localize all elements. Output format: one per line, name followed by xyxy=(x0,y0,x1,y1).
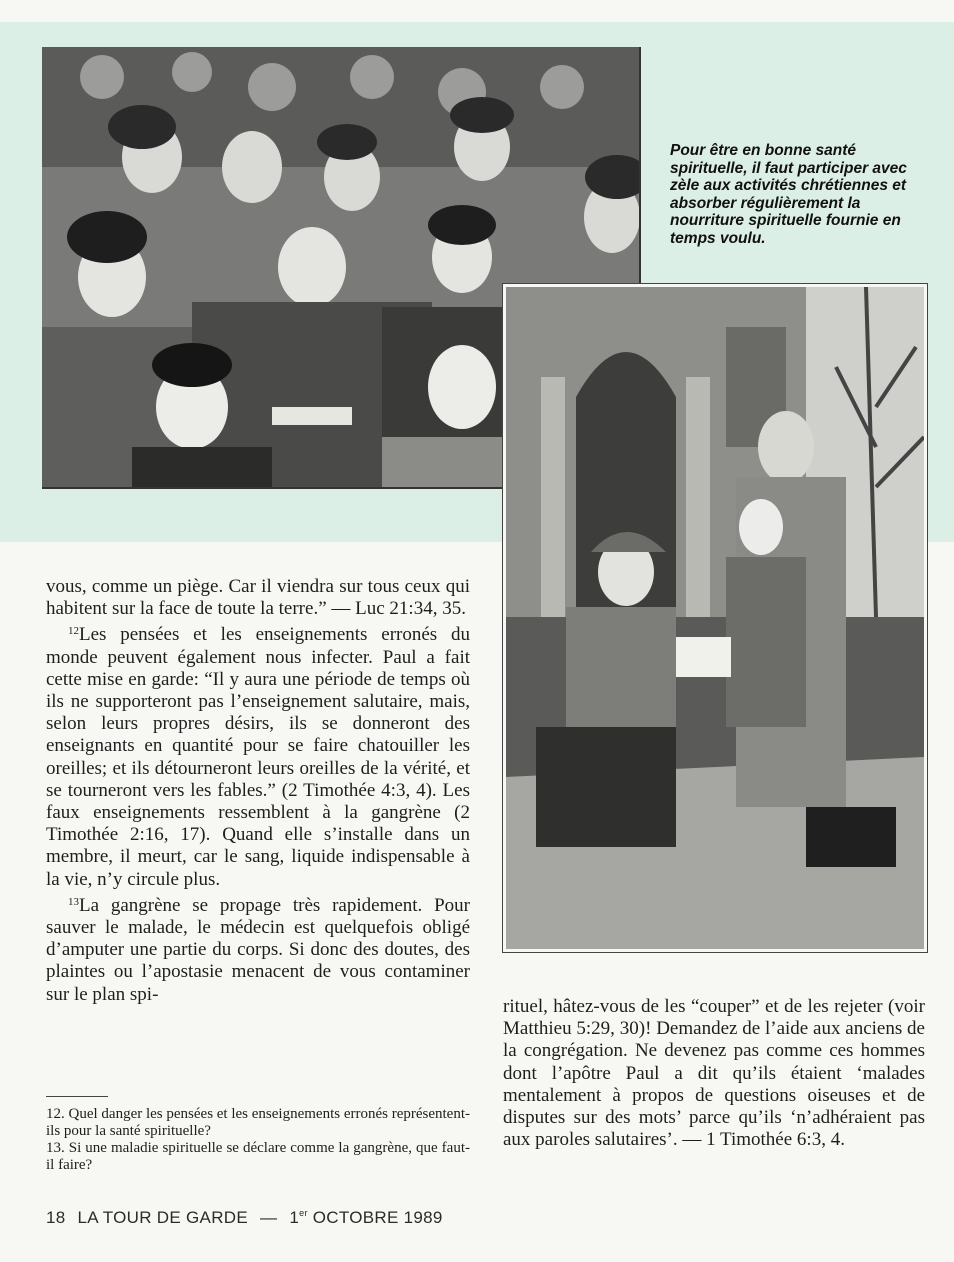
page-footer xyxy=(46,1208,450,1228)
paragraph-number: 13 xyxy=(68,895,79,908)
paragraph-continuation: vous, comme un piège. Car il viendra sur tous ceux qui habitent sur la face de toute la terre.” — Luc 21:34, 35. xyxy=(46,576,470,620)
questions-divider xyxy=(46,1096,108,1097)
footer-dash: — xyxy=(260,1208,278,1227)
issue-month-year: OCTOBRE 1989 xyxy=(312,1208,443,1227)
paragraph-text: La gangrène se propage très rapidement. Pour sauver le malade, le médecin est quelquefois obligé d’amputer une partie du corps. Si donc des doutes, des plaintes ou l’apostasie menacent de vous contaminer sur le plan spi- xyxy=(46,894,470,1005)
paragraph-number: 12 xyxy=(68,625,79,638)
question-12: 12. Quel danger les pensées et les enseignements erronés représentent-ils pour la santé spirituelle? xyxy=(46,1106,471,1139)
issue-day-suffix: er xyxy=(299,1208,308,1218)
page-number: 18 xyxy=(46,1208,66,1227)
article-column-left xyxy=(46,576,470,1006)
paragraph-continuation: rituel, hâtez-vous de les “couper” et de les rejeter (voir Matthieu 5:29, 30)! Demandez de l’aide aux anciens de la congrégation. Ne devenez pas comme ces hommes dont l’apôtre Paul a dit qu’ils étaient ‘malades mentalement à propos de questions oiseuses et de disputes sur des mots’ parce qu’ils ‘n’adhéraient pas aux paroles salutaires’. — 1 Timothée 6:3, 4. xyxy=(503,996,925,1151)
article-column-right xyxy=(503,996,925,1151)
issue-day: 1 xyxy=(289,1208,300,1227)
outdoor-witnessing-photo xyxy=(503,284,927,952)
paragraph-text: Les pensées et les enseignements erronés du monde peuvent également nous infecter. Paul a fait cette mise en garde: “Il y aura une période de temps où ils ne supporteront pas l’enseignement salutaire, mais, selon leurs propres désirs, ils se donneront des enseignants en quantité pour se faire chatouiller les oreilles; et ils détourneront leurs oreilles de la vérité, et se tourneront vers les fables.” (2 Timothée 4:3, 4). Les faux enseignements ressemblent à la gangrène (2 Timothée 2:16, 17). Quand elle s’installe dans un membre, il meurt, car le sang, liquide indispensable à la vie, n’y circule plus. xyxy=(46,624,470,890)
paragraph-12 xyxy=(46,620,470,890)
photo-caption: Pour être en bonne santé spirituelle, il faut participer avec zèle aux activités chrétiennes et absorber régulièrement la nourriture spirituelle fournie en temps voulu. xyxy=(670,142,907,247)
magazine-title: LA TOUR DE GARDE xyxy=(77,1208,248,1227)
study-questions xyxy=(46,1106,470,1174)
paragraph-13 xyxy=(46,891,470,1006)
question-13: 13. Si une maladie spirituelle se déclare comme la gangrène, que faut-il faire? xyxy=(46,1140,470,1173)
